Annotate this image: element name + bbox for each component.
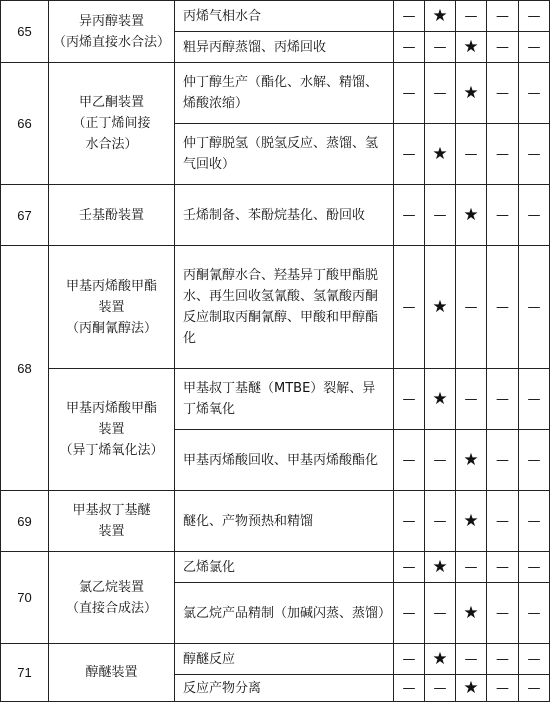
device-name-line: 水合法） [85, 137, 138, 152]
device-name-line: （异丁烯氧化法） [59, 443, 164, 458]
device-name-line: （正丁烯间接 [72, 116, 151, 131]
device-name-line: 装置 [98, 524, 125, 539]
dash-mark: — [394, 430, 425, 491]
process-cell: 甲基叔丁基醚（MTBE）裂解、异丁烯氧化 [175, 369, 394, 430]
device-name-line: 甲基丙烯酸甲酯 [65, 278, 157, 294]
table-row [1, 1, 550, 32]
star-mark: ★ [456, 583, 487, 644]
device-name-line: 装置 [98, 422, 125, 437]
device-name-line: （丙烯直接水合法） [53, 34, 171, 50]
dash-mark: — [519, 583, 550, 644]
dash-mark: — [456, 246, 487, 369]
dash-mark: — [394, 1, 425, 32]
device-name-cell [49, 644, 175, 702]
device-name-line: 甲基叔丁基醚 [72, 503, 151, 518]
device-name-line: 醇醚装置 [85, 665, 138, 680]
process-cell: 壬烯制备、苯酚烷基化、酚回收 [175, 185, 394, 246]
device-name-line: 氯乙烷装置 [78, 579, 144, 595]
star-mark: ★ [425, 369, 456, 430]
dash-mark: — [487, 491, 519, 552]
dash-mark: — [487, 644, 519, 675]
process-cell: 仲丁醇脱氢（脱氢反应、蒸馏、氢气回收） [175, 124, 394, 185]
dash-mark: — [456, 124, 487, 185]
dash-mark: — [425, 185, 456, 246]
device-name-cell [49, 1, 175, 63]
star-mark: ★ [456, 63, 487, 124]
process-cell: 乙烯氯化 [175, 552, 394, 583]
dash-mark: — [394, 491, 425, 552]
dash-mark: — [394, 644, 425, 675]
dash-mark: — [519, 185, 550, 246]
table-row [1, 369, 550, 430]
dash-mark: — [487, 185, 519, 246]
dash-mark: — [519, 369, 550, 430]
dash-mark: — [519, 675, 550, 702]
dash-mark: — [394, 369, 425, 430]
table-row [1, 491, 550, 552]
table-row [1, 185, 550, 246]
process-cell: 氯乙烷产品精制（加碱闪蒸、蒸馏） [175, 583, 394, 644]
process-cell: 反应产物分离 [175, 675, 394, 702]
dash-mark: — [456, 644, 487, 675]
star-mark: ★ [456, 32, 487, 63]
device-name-line: 壬基酚装置 [78, 207, 144, 223]
dash-mark: — [425, 675, 456, 702]
dash-mark: — [519, 1, 550, 32]
row-number: 71 [1, 644, 49, 702]
table-row [1, 63, 550, 124]
dash-mark: — [394, 675, 425, 702]
row-number: 66 [1, 63, 49, 185]
dash-mark: — [519, 32, 550, 63]
dash-mark: — [519, 246, 550, 369]
dash-mark: — [456, 552, 487, 583]
dash-mark: — [487, 675, 519, 702]
device-name-line: 装置 [98, 299, 125, 315]
row-number: 70 [1, 552, 49, 644]
table-body [1, 1, 550, 702]
star-mark: ★ [456, 430, 487, 491]
dash-mark: — [519, 552, 550, 583]
row-number: 65 [1, 1, 49, 63]
row-number: 67 [1, 185, 49, 246]
dash-mark: — [519, 491, 550, 552]
dash-mark: — [425, 491, 456, 552]
device-name-line: 异丙醇装置 [78, 13, 144, 29]
dash-mark: — [487, 552, 519, 583]
dash-mark: — [519, 644, 550, 675]
device-name-cell [49, 552, 175, 644]
dash-mark: — [519, 430, 550, 491]
dash-mark: — [394, 63, 425, 124]
dash-mark: — [519, 124, 550, 185]
dash-mark: — [394, 246, 425, 369]
table-row [1, 552, 550, 583]
row-number: 69 [1, 491, 49, 552]
star-mark: ★ [425, 246, 456, 369]
dash-mark: — [487, 1, 519, 32]
process-cell: 丙酮氰醇水合、羟基异丁酸甲酯脱水、再生回收氢氰酸、氢氰酸丙酮反应制取丙酮氰醇、甲酸和甲醇酯化 [175, 246, 394, 369]
dash-mark: — [519, 63, 550, 124]
star-mark: ★ [425, 1, 456, 32]
dash-mark: — [425, 32, 456, 63]
device-name-line: （丙酮氰醇法） [65, 320, 157, 336]
star-mark: ★ [425, 552, 456, 583]
device-name-cell [49, 185, 175, 246]
process-cell: 醇醚反应 [175, 644, 394, 675]
table-row [1, 644, 550, 675]
star-mark: ★ [425, 124, 456, 185]
dash-mark: — [456, 369, 487, 430]
star-mark: ★ [456, 491, 487, 552]
dash-mark: — [425, 430, 456, 491]
process-cell: 粗异丙醇蒸馏、丙烯回收 [175, 32, 394, 63]
device-name-cell [49, 246, 175, 369]
device-name-line: 甲乙酮装置 [78, 95, 144, 110]
process-cell: 甲基丙烯酸回收、甲基丙烯酸酯化 [175, 430, 394, 491]
dash-mark: — [394, 32, 425, 63]
dash-mark: — [394, 552, 425, 583]
process-cell: 仲丁醇生产（酯化、水解、精馏、烯酸浓缩） [175, 63, 394, 124]
device-name-line: 甲基丙烯酸甲酯 [65, 401, 157, 416]
dash-mark: — [456, 1, 487, 32]
table-row [1, 246, 550, 369]
process-cell: 醚化、产物预热和精馏 [175, 491, 394, 552]
dash-mark: — [487, 430, 519, 491]
dash-mark: — [425, 583, 456, 644]
process-cell: 丙烯气相水合 [175, 1, 394, 32]
dash-mark: — [487, 246, 519, 369]
dash-mark: — [487, 32, 519, 63]
dash-mark: — [394, 583, 425, 644]
dash-mark: — [487, 369, 519, 430]
dash-mark: — [394, 185, 425, 246]
star-mark: ★ [456, 675, 487, 702]
dash-mark: — [394, 124, 425, 185]
device-name-cell [49, 491, 175, 552]
star-mark: ★ [425, 644, 456, 675]
dash-mark: — [487, 63, 519, 124]
dash-mark: — [425, 63, 456, 124]
row-number: 68 [1, 246, 49, 491]
dash-mark: — [487, 583, 519, 644]
device-name-line: （直接合成法） [65, 600, 157, 616]
device-name-cell [49, 369, 175, 491]
device-name-cell [49, 63, 175, 185]
dash-mark: — [487, 124, 519, 185]
star-mark: ★ [456, 185, 487, 246]
